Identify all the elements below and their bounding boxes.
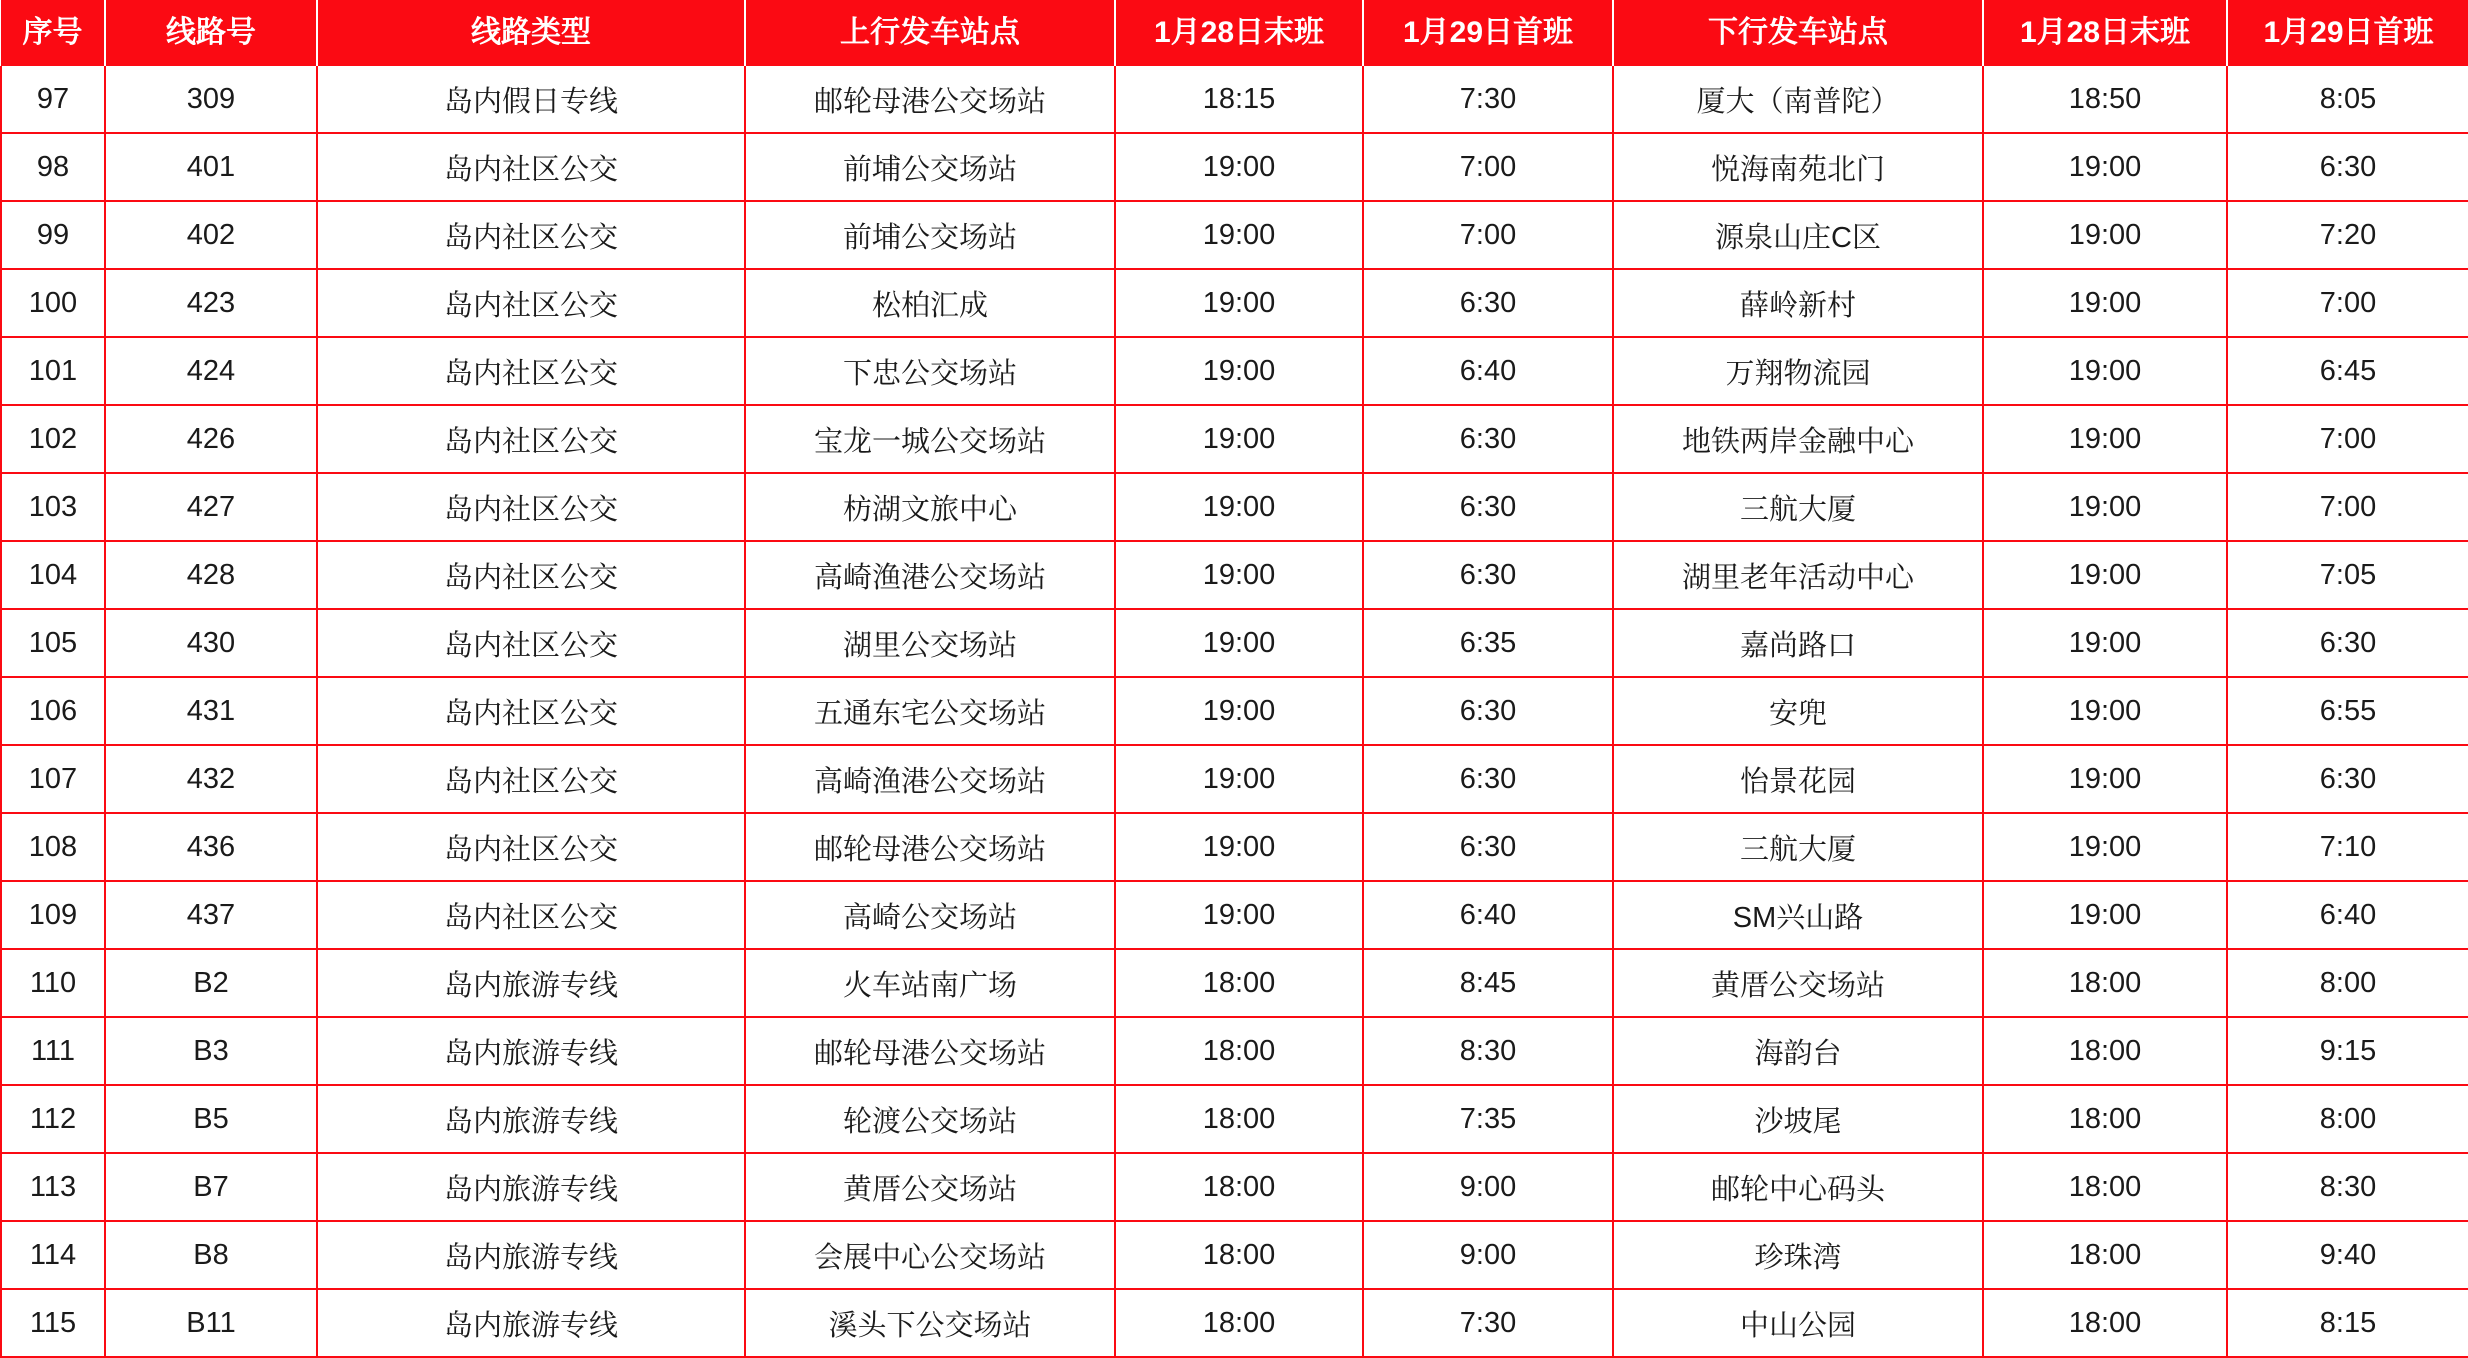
cell-up-first: 6:30	[1363, 269, 1613, 337]
cell-down-stop: 厦大（南普陀）	[1613, 66, 1983, 133]
cell-line-number: B11	[105, 1289, 317, 1357]
cell-line-type: 岛内社区公交	[317, 269, 745, 337]
cell-down-first: 6:55	[2227, 677, 2468, 745]
cell-index: 110	[1, 949, 105, 1017]
cell-line-type: 岛内社区公交	[317, 405, 745, 473]
cell-line-type: 岛内社区公交	[317, 881, 745, 949]
cell-up-first: 9:00	[1363, 1153, 1613, 1221]
cell-line-number: 431	[105, 677, 317, 745]
cell-down-last: 19:00	[1983, 541, 2227, 609]
cell-line-number: 428	[105, 541, 317, 609]
cell-down-last: 19:00	[1983, 609, 2227, 677]
cell-down-stop: 三航大厦	[1613, 813, 1983, 881]
table-row	[1, 881, 2468, 949]
cell-line-type: 岛内旅游专线	[317, 1017, 745, 1085]
cell-down-first: 7:00	[2227, 405, 2468, 473]
cell-down-first: 7:20	[2227, 201, 2468, 269]
cell-index: 115	[1, 1289, 105, 1357]
cell-line-number: 436	[105, 813, 317, 881]
cell-down-last: 19:00	[1983, 473, 2227, 541]
table-row	[1, 677, 2468, 745]
cell-up-first: 6:40	[1363, 881, 1613, 949]
cell-down-last: 19:00	[1983, 269, 2227, 337]
cell-up-first: 7:00	[1363, 201, 1613, 269]
cell-down-stop: 邮轮中心码头	[1613, 1153, 1983, 1221]
cell-up-last: 19:00	[1115, 677, 1363, 745]
cell-down-last: 18:00	[1983, 1221, 2227, 1289]
cell-up-last: 18:00	[1115, 1085, 1363, 1153]
cell-down-first: 7:00	[2227, 269, 2468, 337]
cell-down-first: 6:30	[2227, 745, 2468, 813]
table-row	[1, 1221, 2468, 1289]
table-row	[1, 1153, 2468, 1221]
cell-up-stop: 高崎渔港公交场站	[745, 541, 1115, 609]
cell-up-stop: 松柏汇成	[745, 269, 1115, 337]
cell-up-stop: 轮渡公交场站	[745, 1085, 1115, 1153]
cell-up-first: 9:00	[1363, 1221, 1613, 1289]
column-header-index: 序号	[1, 0, 105, 66]
cell-up-last: 18:15	[1115, 66, 1363, 133]
cell-down-stop: 悦海南苑北门	[1613, 133, 1983, 201]
cell-up-last: 19:00	[1115, 269, 1363, 337]
cell-up-stop: 宝龙一城公交场站	[745, 405, 1115, 473]
cell-up-last: 18:00	[1115, 1289, 1363, 1357]
column-header-up-stop: 上行发车站点	[745, 0, 1115, 66]
cell-down-stop: 中山公园	[1613, 1289, 1983, 1357]
cell-up-last: 19:00	[1115, 473, 1363, 541]
cell-down-stop: 薛岭新村	[1613, 269, 1983, 337]
cell-down-stop: 地铁两岸金融中心	[1613, 405, 1983, 473]
cell-up-last: 18:00	[1115, 1153, 1363, 1221]
column-header-down-last-jan28: 1月28日末班	[1983, 0, 2227, 66]
cell-down-first: 8:00	[2227, 1085, 2468, 1153]
column-header-down-stop: 下行发车站点	[1613, 0, 1983, 66]
cell-up-stop: 五通东宅公交场站	[745, 677, 1115, 745]
cell-line-type: 岛内社区公交	[317, 473, 745, 541]
cell-up-first: 6:30	[1363, 677, 1613, 745]
cell-up-first: 8:30	[1363, 1017, 1613, 1085]
table-row	[1, 813, 2468, 881]
table-body	[1, 66, 2468, 1357]
cell-up-last: 18:00	[1115, 1017, 1363, 1085]
table-row	[1, 949, 2468, 1017]
cell-line-type: 岛内假日专线	[317, 66, 745, 133]
cell-line-type: 岛内旅游专线	[317, 1153, 745, 1221]
cell-up-first: 6:40	[1363, 337, 1613, 405]
table-row	[1, 1017, 2468, 1085]
table-row	[1, 405, 2468, 473]
cell-down-last: 19:00	[1983, 677, 2227, 745]
cell-up-stop: 邮轮母港公交场站	[745, 66, 1115, 133]
cell-up-first: 7:00	[1363, 133, 1613, 201]
cell-down-last: 18:00	[1983, 1017, 2227, 1085]
cell-line-type: 岛内社区公交	[317, 541, 745, 609]
cell-up-first: 7:30	[1363, 66, 1613, 133]
cell-down-first: 6:30	[2227, 609, 2468, 677]
cell-down-stop: 嘉尚路口	[1613, 609, 1983, 677]
cell-up-stop: 下忠公交场站	[745, 337, 1115, 405]
cell-down-stop: 黄厝公交场站	[1613, 949, 1983, 1017]
cell-up-last: 19:00	[1115, 405, 1363, 473]
cell-down-stop: 三航大厦	[1613, 473, 1983, 541]
cell-up-last: 19:00	[1115, 881, 1363, 949]
cell-up-stop: 高崎渔港公交场站	[745, 745, 1115, 813]
table-row	[1, 541, 2468, 609]
cell-down-last: 19:00	[1983, 201, 2227, 269]
cell-up-stop: 枋湖文旅中心	[745, 473, 1115, 541]
cell-up-last: 19:00	[1115, 133, 1363, 201]
cell-line-number: 309	[105, 66, 317, 133]
cell-down-stop: 湖里老年活动中心	[1613, 541, 1983, 609]
cell-up-stop: 高崎公交场站	[745, 881, 1115, 949]
cell-down-last: 19:00	[1983, 745, 2227, 813]
cell-up-first: 7:30	[1363, 1289, 1613, 1357]
cell-down-last: 19:00	[1983, 813, 2227, 881]
cell-up-stop: 邮轮母港公交场站	[745, 813, 1115, 881]
cell-index: 106	[1, 677, 105, 745]
cell-down-first: 8:00	[2227, 949, 2468, 1017]
cell-down-last: 19:00	[1983, 133, 2227, 201]
cell-line-number: 424	[105, 337, 317, 405]
cell-up-last: 19:00	[1115, 337, 1363, 405]
cell-down-stop: 海韵台	[1613, 1017, 1983, 1085]
cell-down-stop: 安兜	[1613, 677, 1983, 745]
table-row	[1, 745, 2468, 813]
cell-down-first: 8:30	[2227, 1153, 2468, 1221]
cell-up-last: 19:00	[1115, 609, 1363, 677]
cell-down-last: 19:00	[1983, 881, 2227, 949]
cell-index: 111	[1, 1017, 105, 1085]
cell-index: 99	[1, 201, 105, 269]
cell-line-number: 432	[105, 745, 317, 813]
table-header	[1, 0, 2468, 66]
cell-up-first: 8:45	[1363, 949, 1613, 1017]
cell-line-type: 岛内旅游专线	[317, 1221, 745, 1289]
cell-line-type: 岛内旅游专线	[317, 1085, 745, 1153]
cell-down-stop: 沙坡尾	[1613, 1085, 1983, 1153]
cell-up-stop: 溪头下公交场站	[745, 1289, 1115, 1357]
cell-line-type: 岛内社区公交	[317, 201, 745, 269]
cell-down-stop: 怡景花园	[1613, 745, 1983, 813]
cell-line-type: 岛内社区公交	[317, 133, 745, 201]
cell-line-number: 430	[105, 609, 317, 677]
table-row	[1, 1085, 2468, 1153]
cell-down-stop: SM兴山路	[1613, 881, 1983, 949]
cell-index: 107	[1, 745, 105, 813]
cell-down-first: 8:05	[2227, 66, 2468, 133]
cell-up-first: 6:35	[1363, 609, 1613, 677]
table-row	[1, 609, 2468, 677]
cell-up-last: 19:00	[1115, 813, 1363, 881]
cell-index: 100	[1, 269, 105, 337]
table-row	[1, 473, 2468, 541]
cell-line-type: 岛内旅游专线	[317, 949, 745, 1017]
table-row	[1, 269, 2468, 337]
cell-down-stop: 珍珠湾	[1613, 1221, 1983, 1289]
column-header-line-type: 线路类型	[317, 0, 745, 66]
column-header-down-first-jan29: 1月29日首班	[2227, 0, 2468, 66]
cell-up-stop: 前埔公交场站	[745, 201, 1115, 269]
cell-line-number: 437	[105, 881, 317, 949]
cell-index: 98	[1, 133, 105, 201]
cell-line-type: 岛内社区公交	[317, 677, 745, 745]
cell-down-first: 6:40	[2227, 881, 2468, 949]
cell-line-type: 岛内社区公交	[317, 745, 745, 813]
cell-index: 97	[1, 66, 105, 133]
cell-line-number: B3	[105, 1017, 317, 1085]
cell-down-first: 8:15	[2227, 1289, 2468, 1357]
cell-up-stop: 黄厝公交场站	[745, 1153, 1115, 1221]
cell-line-number: B5	[105, 1085, 317, 1153]
table-row	[1, 1289, 2468, 1357]
cell-up-last: 18:00	[1115, 1221, 1363, 1289]
cell-up-first: 7:35	[1363, 1085, 1613, 1153]
cell-up-stop: 火车站南广场	[745, 949, 1115, 1017]
cell-down-first: 6:45	[2227, 337, 2468, 405]
cell-down-first: 7:00	[2227, 473, 2468, 541]
cell-down-last: 18:00	[1983, 1085, 2227, 1153]
cell-down-last: 18:00	[1983, 1289, 2227, 1357]
cell-up-stop: 湖里公交场站	[745, 609, 1115, 677]
cell-line-number: B2	[105, 949, 317, 1017]
cell-index: 102	[1, 405, 105, 473]
cell-index: 101	[1, 337, 105, 405]
cell-up-stop: 前埔公交场站	[745, 133, 1115, 201]
cell-line-number: 427	[105, 473, 317, 541]
cell-index: 113	[1, 1153, 105, 1221]
cell-down-last: 18:00	[1983, 1153, 2227, 1221]
cell-line-type: 岛内社区公交	[317, 609, 745, 677]
cell-up-first: 6:30	[1363, 405, 1613, 473]
cell-down-stop: 万翔物流园	[1613, 337, 1983, 405]
cell-line-type: 岛内社区公交	[317, 813, 745, 881]
cell-up-first: 6:30	[1363, 541, 1613, 609]
cell-line-number: 401	[105, 133, 317, 201]
cell-line-number: B8	[105, 1221, 317, 1289]
table-row	[1, 133, 2468, 201]
cell-line-number: 402	[105, 201, 317, 269]
cell-line-number: B7	[105, 1153, 317, 1221]
table-row	[1, 201, 2468, 269]
table-row	[1, 66, 2468, 133]
column-header-line-number: 线路号	[105, 0, 317, 66]
cell-up-stop: 会展中心公交场站	[745, 1221, 1115, 1289]
cell-index: 104	[1, 541, 105, 609]
cell-line-type: 岛内社区公交	[317, 337, 745, 405]
cell-down-first: 7:10	[2227, 813, 2468, 881]
cell-index: 112	[1, 1085, 105, 1153]
cell-line-type: 岛内旅游专线	[317, 1289, 745, 1357]
cell-up-first: 6:30	[1363, 473, 1613, 541]
cell-up-last: 18:00	[1115, 949, 1363, 1017]
column-header-up-first-jan29: 1月29日首班	[1363, 0, 1613, 66]
cell-up-last: 19:00	[1115, 541, 1363, 609]
cell-line-number: 423	[105, 269, 317, 337]
cell-down-first: 9:40	[2227, 1221, 2468, 1289]
column-header-up-last-jan28: 1月28日末班	[1115, 0, 1363, 66]
cell-down-first: 6:30	[2227, 133, 2468, 201]
cell-down-last: 19:00	[1983, 405, 2227, 473]
cell-line-number: 426	[105, 405, 317, 473]
cell-up-last: 19:00	[1115, 201, 1363, 269]
cell-up-last: 19:00	[1115, 745, 1363, 813]
cell-index: 108	[1, 813, 105, 881]
cell-index: 105	[1, 609, 105, 677]
cell-index: 103	[1, 473, 105, 541]
cell-up-first: 6:30	[1363, 813, 1613, 881]
cell-up-stop: 邮轮母港公交场站	[745, 1017, 1115, 1085]
cell-index: 109	[1, 881, 105, 949]
cell-down-first: 7:05	[2227, 541, 2468, 609]
cell-down-last: 18:50	[1983, 66, 2227, 133]
cell-down-last: 18:00	[1983, 949, 2227, 1017]
cell-down-first: 9:15	[2227, 1017, 2468, 1085]
table-row	[1, 337, 2468, 405]
cell-down-last: 19:00	[1983, 337, 2227, 405]
table-header-row	[1, 0, 2468, 66]
cell-index: 114	[1, 1221, 105, 1289]
cell-down-stop: 源泉山庄C区	[1613, 201, 1983, 269]
cell-up-first: 6:30	[1363, 745, 1613, 813]
